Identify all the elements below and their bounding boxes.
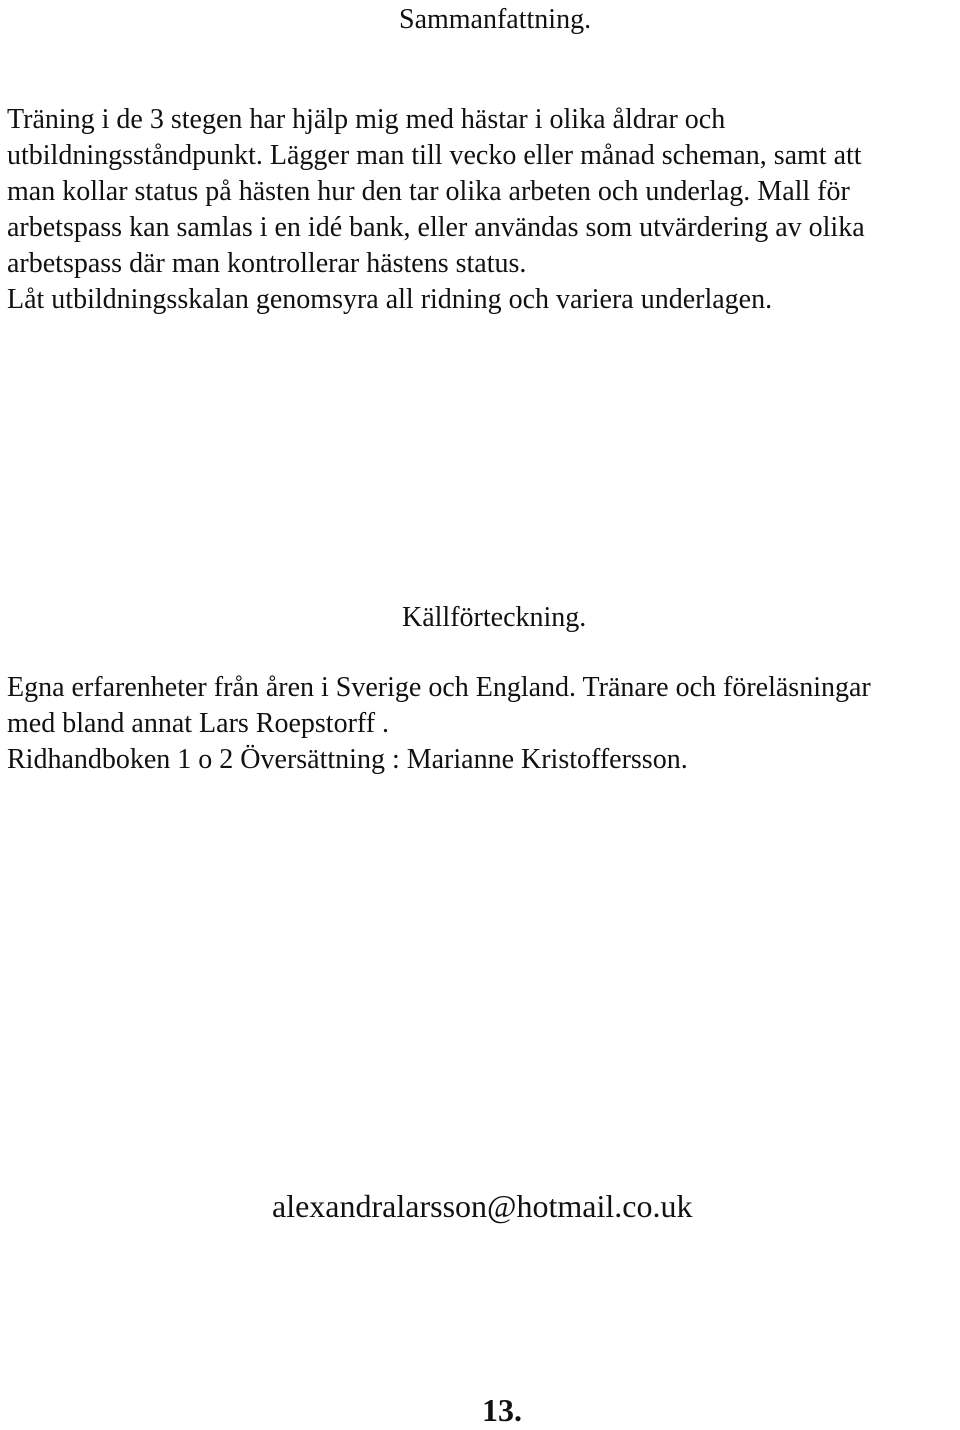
summary-line: Låt utbildningsskalan genomsyra all ridning och variera underlagen. <box>7 284 773 315</box>
summary-line: arbetspass där man kontrollerar hästens status. <box>7 248 527 279</box>
sources-paragraph <box>7 670 871 778</box>
summary-heading: Sammanfattning. <box>399 4 592 35</box>
summary-line: Träning i de 3 stegen har hjälp mig med hästar i olika åldrar och <box>7 104 726 135</box>
contact-email: alexandralarsson@hotmail.co.uk <box>272 1188 693 1224</box>
sources-heading: Källförteckning. <box>402 602 587 633</box>
source-line: med bland annat Lars Roepstorff . <box>7 708 390 739</box>
source-line: Ridhandboken 1 o 2 Översättning : Marianne Kristoffersson. <box>7 744 688 775</box>
source-line: Egna erfarenheter från åren i Sverige och England. Tränare och föreläsningar <box>7 672 871 703</box>
page-number: 13. <box>482 1392 522 1428</box>
summary-line: utbildningsståndpunkt. Lägger man till vecko eller månad scheman, samt att <box>7 140 862 171</box>
summary-line: arbetspass kan samlas i en idé bank, eller användas som utvärdering av olika <box>7 212 865 243</box>
summary-paragraph <box>7 102 865 318</box>
summary-line: man kollar status på hästen hur den tar olika arbeten och underlag. Mall för <box>7 176 850 207</box>
